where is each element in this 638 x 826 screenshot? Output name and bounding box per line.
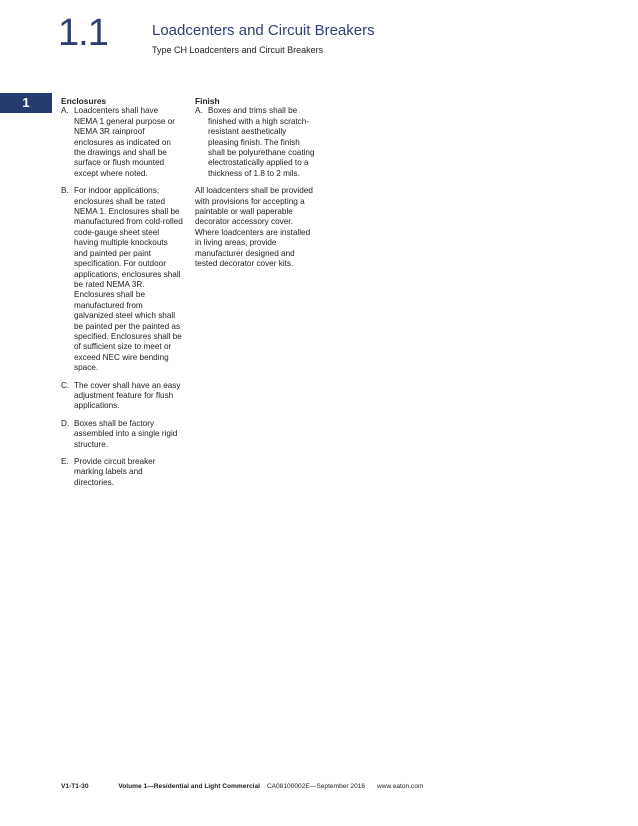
list-item — [61, 419, 183, 450]
finish-heading: Finish — [195, 96, 220, 106]
list-item-text: For indoor applications, enclosures shall be rated NEMA 1. Enclosures shall be manufactured from cold-rolled code-gauge sheet steel having multiple knockouts and painted per paint specification. For outdoor applications, enclosures shall be rated NEMA 3R. Enclosures shall be manufactured from galvanized steel which shall be painted per the painted as specified. Enclosures shall be of sufficient size to meet or exceed NEC wire bending space. — [74, 186, 183, 373]
page-subtitle: Type CH Loadcenters and Circuit Breakers — [152, 45, 324, 55]
section-tab: 1 — [0, 93, 52, 113]
list-item-text: Provide circuit breaker marking labels and directories. — [74, 457, 156, 487]
finish-section — [195, 96, 315, 270]
list-item — [61, 186, 183, 373]
finish-paragraph: All loadcenters shall be provided with provisions for accepting a paintable or wall paperable decorator accessory cover. Where loadcenters are installed in living areas, provide manufacturer designed and tested decorator cover kits. — [195, 186, 313, 269]
list-item-letter: C. — [61, 380, 70, 390]
list-item-text: Boxes shall be factory assembled into a single rigid structure. — [74, 418, 178, 449]
list-item-letter: A. — [61, 106, 69, 116]
list-item-letter: D. — [61, 418, 70, 428]
list-item — [61, 381, 183, 412]
list-item — [61, 106, 183, 179]
website-link[interactable]: www.eaton.com — [376, 783, 424, 790]
enclosures-section — [61, 96, 183, 495]
list-item-text: Boxes and trims shall be finished with a high scratch-resistant aesthetically pleasing finish. The finish shall be polyurethane coating electrostatically applied to a thickness of 1.8 to 2 mils. — [208, 106, 315, 178]
list-item-text: Loadcenters shall have NEMA 1 general purpose or NEMA 3R rainproof enclosures as indicated on the drawings and shall be surface or flush mounted except where noted. — [74, 106, 176, 178]
page-code: V1-T1-30 — [61, 783, 89, 790]
catalog-number: CA08100002E—September 2016 — [266, 783, 366, 790]
list-item — [61, 457, 183, 488]
section-number: 1.1 — [58, 12, 108, 54]
enclosures-heading: Enclosures — [61, 96, 107, 106]
page-footer — [61, 783, 424, 790]
page-title: Loadcenters and Circuit Breakers — [152, 22, 375, 39]
list-item-text: The cover shall have an easy adjustment feature for flush applications. — [74, 380, 181, 411]
list-item — [195, 106, 315, 179]
list-item-letter: A. — [195, 106, 203, 116]
list-item-letter: E. — [61, 457, 69, 466]
list-item-letter: B. — [61, 186, 69, 196]
volume-title: Volume 1—Residential and Light Commercial — [118, 783, 261, 790]
